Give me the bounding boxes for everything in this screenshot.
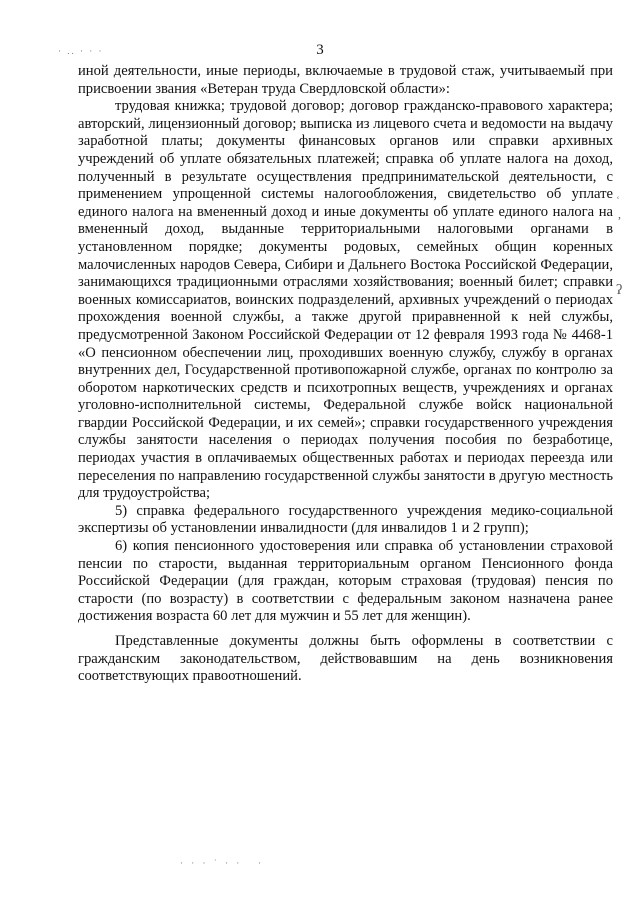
page-number: 3 bbox=[316, 42, 324, 58]
paragraph-item-6: 6) копия пенсионного удостоверения или справка об установлении страховой пенсии по старости, выданная территориальным органом Пенсионного фонда Российской Федерации (для граждан, которым страховая (трудовая) пенсия по старости (по возрасту) в соответствии с федеральным законом назначена ранее достижения возраста 60 лет для мужчин и 55 лет для женщин). bbox=[78, 538, 613, 625]
scan-artifact-top-left: · .. · · · bbox=[58, 46, 104, 56]
paragraph-continuation: иной деятельности, иные периоды, включаемые в трудовой стаж, учитываемый при присвоении звания «Ветеран труда Свердловской области»: bbox=[78, 63, 613, 97]
margin-mark: ʔ bbox=[616, 283, 625, 298]
document-body bbox=[78, 63, 613, 686]
paragraph-closing: Представленные документы должны быть оформлены в соответствии с гражданским законодательством, действовавшим на день возникновения соответствующих правоотношений. bbox=[78, 633, 613, 685]
paragraph-item-5: 5) справка федерального государственного учреждения медико-социальной экспертизы об установлении инвалидности (для инвалидов 1 и 2 групп); bbox=[78, 502, 613, 537]
scan-artifact-bottom: · · · ˙ · · bbox=[180, 858, 243, 868]
scan-artifact-bottom: · bbox=[258, 858, 264, 868]
paragraph-employment-documents: трудовая книжка; трудовой договор; договор гражданско-правового характера; авторский, лицензионный договор; выписка из лицевого счета и ведомости на выдачу заработной платы; документы финансовых органов или справки архивных учреждений об уплате обязательных платежей; справка об уплате налога на доход, полученный в результате осуществления предпринимательской деятельности, с применением упрощенной системы налогообложения, свидетельство об уплате единого налога на вмененный доход и иные документы об уплате единого налога на вмененный доход, выданные территориальными налоговыми органами в установленном порядке; документы родовых, семейных общин коренных малочисленных народов Севера, Сибири и Дальнего Востока Российской Федерации, занимающихся традиционными отраслями хозяйствования; военный билет; справки военных комиссариатов, воинских подразделений, архивных учреждений о периодах прохождения военной службы, а также другой приравненной к ней службы, предусмотренной Законом Российской Федерации от 12 февраля 1993 года № 4468-1 «О пенсионном обеспечении лиц, проходивших военную службу, службу в органах внутренних дел, Государственной противопожарной службе, органах по контролю за оборотом наркотических средств и психотропных веществ, учреждениях и органах уголовно-исполнительной системы, Федеральной службе войск национальной гвардии Российской Федерации, и их семей»; справки государственного учреждения службы занятости населения о периодах получения пособия по безработице, периодах участия в оплачиваемых общественных работах и периодах переезда или переселения по направлению государственной службы занятости в другую местность для трудоустройства; bbox=[78, 98, 613, 502]
margin-mark: ʿ bbox=[616, 194, 622, 208]
margin-mark: , bbox=[618, 207, 623, 221]
